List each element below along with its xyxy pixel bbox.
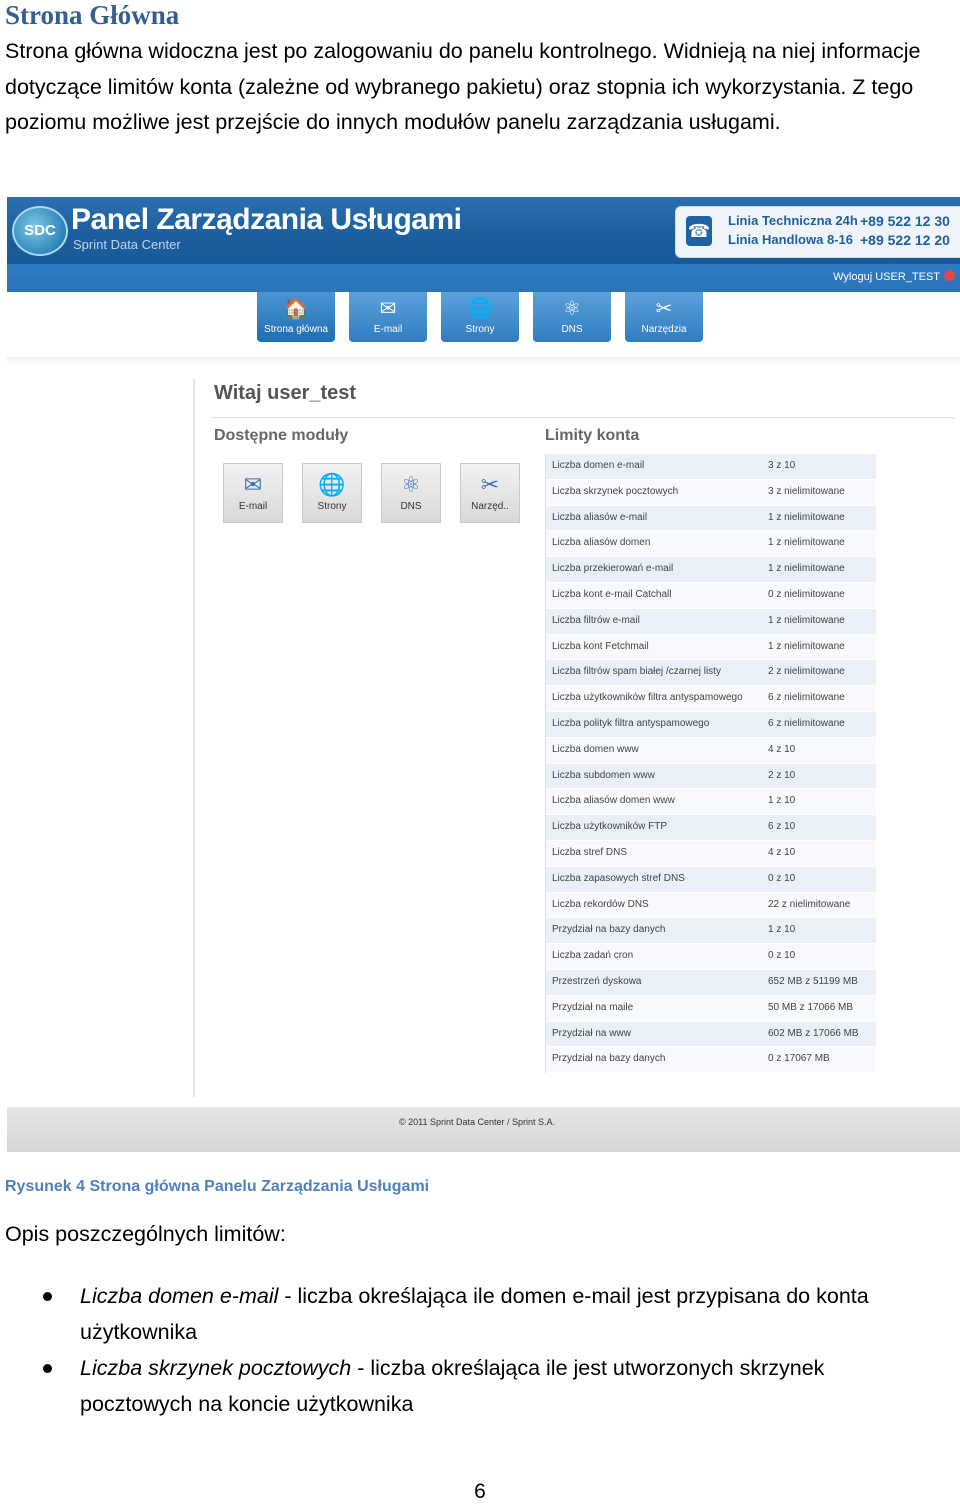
table-row — [546, 970, 876, 996]
limit-value: 1 z 10 — [768, 924, 796, 936]
module-dns-label: DNS — [400, 501, 422, 512]
panel-subbar — [7, 264, 960, 292]
table-row — [546, 789, 876, 815]
globe-icon: 🌐 — [467, 298, 493, 320]
hotline-technical — [728, 213, 950, 229]
tools-icon: ✂ — [655, 298, 673, 320]
limit-name: Liczba rekordów DNS — [552, 898, 649, 910]
panel-screenshot — [7, 197, 960, 1152]
envelope-icon: ✉ — [243, 472, 263, 497]
bullet-description: - liczba określająca ile jest utworzonych skrzynek pocztowych na koncie użytkownika — [80, 1356, 825, 1416]
limit-name: Liczba filtrów spam białej /czarnej listy — [552, 666, 721, 678]
network-icon: ⚛ — [401, 472, 421, 497]
tab-home-label: Strona główna — [264, 324, 328, 335]
limit-value: 1 z nielimitowane — [768, 614, 845, 626]
panel-footer — [7, 1107, 960, 1152]
limit-name: Liczba zapasowych stref DNS — [552, 872, 685, 884]
limit-value: 1 z nielimitowane — [768, 563, 845, 575]
envelope-icon: ✉ — [379, 298, 397, 320]
limit-name: Liczba subdomen www — [552, 769, 655, 781]
table-row — [546, 918, 876, 944]
tab-dns[interactable] — [533, 292, 611, 342]
limit-name: Liczba domen e-mail — [552, 460, 645, 471]
limits-description-heading: Opis poszczególnych limitów: — [5, 1222, 286, 1246]
tab-email[interactable] — [349, 292, 427, 342]
tab-dns-label: DNS — [561, 324, 583, 335]
table-row — [546, 815, 876, 841]
limit-value: 602 MB z 17066 MB — [768, 1027, 859, 1039]
phone-icon: ☎ — [686, 216, 712, 246]
limit-value: 3 z 10 — [768, 460, 796, 471]
hotline-sales — [728, 232, 950, 248]
table-row — [546, 996, 876, 1022]
table-row — [546, 867, 876, 893]
tab-sites[interactable] — [441, 292, 519, 342]
panel-brand-title: Panel Zarządzania Usługami — [71, 203, 462, 236]
tab-email-label: E-mail — [373, 324, 403, 335]
limit-value: 0 z 10 — [768, 950, 796, 962]
list-item — [0, 1278, 940, 1350]
table-row — [546, 1022, 876, 1048]
logout-label[interactable]: Wyloguj USER_TEST — [833, 271, 940, 283]
limits-heading: Limity konta — [545, 427, 640, 444]
logout-link[interactable] — [833, 270, 955, 283]
limit-name: Liczba użytkowników FTP — [552, 821, 668, 833]
limit-value: 1 z nielimitowane — [768, 640, 845, 652]
table-row — [546, 454, 876, 480]
panel-brand-subtitle: Sprint Data Center — [73, 237, 181, 252]
hotline-sales-number: +89 522 12 20 — [860, 232, 950, 248]
hotline-box — [675, 206, 960, 258]
limit-name: Liczba kont e-mail Catchall — [552, 588, 672, 600]
limit-name: Liczba stref DNS — [552, 846, 628, 858]
home-icon: 🏠 — [283, 298, 309, 320]
limit-name: Liczba polityk filtra antyspamowego — [552, 717, 710, 729]
limit-value: 2 z 10 — [768, 769, 796, 781]
bullet-description: - liczba określająca ile domen e-mail jest przypisana do konta użytkownika — [80, 1284, 869, 1344]
table-row — [546, 738, 876, 764]
limits-table — [545, 454, 876, 1073]
table-row — [546, 609, 876, 635]
limit-value: 0 z nielimitowane — [768, 588, 845, 600]
hotline-technical-label: Linia Techniczna 24h — [728, 213, 858, 228]
table-row — [546, 764, 876, 790]
table-row — [546, 635, 876, 661]
limit-value: 3 z nielimitowane — [768, 485, 845, 497]
intro-paragraph: Strona główna widoczna jest po zalogowaniu do panelu kontrolnego. Widnieją na niej informacje dotyczące limitów konta (zależne od wybranego pakietu) oraz stopnia ich wykorzystania. Z tego poziomu możliwe jest przejście do innych modułów panelu zarządzania usługami. — [5, 39, 921, 134]
module-sites-label: Strony — [317, 501, 347, 512]
table-row — [546, 557, 876, 583]
table-row — [546, 841, 876, 867]
limit-name: Liczba zadań cron — [552, 950, 634, 962]
welcome-divider — [211, 417, 956, 418]
limit-name: Liczba użytkowników filtra antyspamowego — [552, 692, 743, 704]
limit-value: 6 z nielimitowane — [768, 692, 845, 704]
hotline-technical-number: +89 522 12 30 — [860, 213, 950, 229]
limits-description-list — [0, 1278, 960, 1422]
limit-value: 652 MB z 51199 MB — [768, 975, 858, 987]
list-item — [0, 1350, 940, 1422]
limit-value: 22 z nielimitowane — [768, 898, 851, 910]
page-number: 6 — [474, 1480, 486, 1503]
table-row — [546, 944, 876, 970]
bullet-term: Liczba domen e-mail — [80, 1284, 279, 1308]
module-tools-label: Narzęd.. — [471, 501, 509, 512]
table-row — [546, 480, 876, 506]
limit-name: Liczba aliasów domen — [552, 537, 651, 549]
power-icon[interactable] — [944, 270, 955, 281]
limit-name: Liczba skrzynek pocztowych — [552, 485, 679, 497]
tab-tools-label: Narzędzia — [641, 324, 687, 335]
limit-value: 4 z 10 — [768, 743, 796, 755]
module-tools[interactable] — [460, 463, 520, 523]
limit-name: Liczba przekierowań e-mail — [552, 563, 674, 575]
limit-value: 1 z nielimitowane — [768, 537, 845, 549]
sdc-logo: SDC — [12, 206, 68, 256]
tab-sites-label: Strony — [465, 324, 495, 335]
limit-name: Liczba domen www — [552, 743, 639, 755]
network-icon: ⚛ — [563, 298, 581, 320]
document-heading: Strona Główna — [5, 0, 180, 30]
globe-icon: 🌐 — [318, 472, 346, 497]
limit-value: 50 MB z 17066 MB — [768, 1001, 854, 1013]
module-email-label: E-mail — [238, 501, 268, 512]
tab-home[interactable] — [257, 292, 335, 342]
content-left-border — [193, 379, 195, 1097]
limit-name: Liczba aliasów domen www — [552, 795, 675, 807]
limit-value: 6 z 10 — [768, 821, 796, 833]
limit-name: Przydział na maile — [552, 1001, 634, 1013]
limit-name: Przestrzeń dyskowa — [552, 975, 642, 987]
table-row — [546, 1047, 876, 1073]
copyright-text: © 2011 Sprint Data Center / Sprint S.A. — [399, 1117, 556, 1127]
welcome-heading: Witaj user_test — [214, 382, 357, 404]
table-row — [546, 583, 876, 609]
module-dns[interactable] — [381, 463, 441, 523]
module-email[interactable] — [223, 463, 283, 523]
limit-name: Przydział na bazy danych — [552, 1053, 666, 1065]
figure-caption: Rysunek 4 Strona główna Panelu Zarządzania Usługami — [5, 1178, 430, 1195]
table-row — [546, 506, 876, 532]
limit-name: Liczba filtrów e-mail — [552, 614, 640, 626]
limit-name: Liczba kont Fetchmail — [552, 640, 649, 652]
content-separator — [7, 357, 960, 365]
limit-value: 2 z nielimitowane — [768, 666, 845, 678]
limit-name: Przydział na www — [552, 1027, 631, 1039]
limit-value: 1 z 10 — [768, 795, 796, 807]
limit-name: Przydział na bazy danych — [552, 924, 666, 936]
table-row — [546, 660, 876, 686]
limit-value: 0 z 17067 MB — [768, 1053, 830, 1065]
module-sites[interactable] — [302, 463, 362, 523]
table-row — [546, 712, 876, 738]
limit-value: 0 z 10 — [768, 872, 796, 884]
hotline-sales-label: Linia Handlowa 8-16 — [728, 232, 853, 247]
table-row — [546, 531, 876, 557]
bullet-term: Liczba skrzynek pocztowych — [80, 1356, 352, 1380]
limit-name: Liczba aliasów e-mail — [552, 511, 648, 523]
modules-heading: Dostępne moduły — [214, 427, 349, 444]
table-row — [546, 686, 876, 712]
limit-value: 1 z nielimitowane — [768, 511, 845, 523]
limit-value: 6 z nielimitowane — [768, 717, 845, 729]
tab-tools[interactable] — [625, 292, 703, 342]
limit-value: 4 z 10 — [768, 846, 796, 858]
panel-header — [7, 197, 960, 264]
tools-icon: ✂ — [480, 472, 500, 497]
table-row — [546, 893, 876, 919]
